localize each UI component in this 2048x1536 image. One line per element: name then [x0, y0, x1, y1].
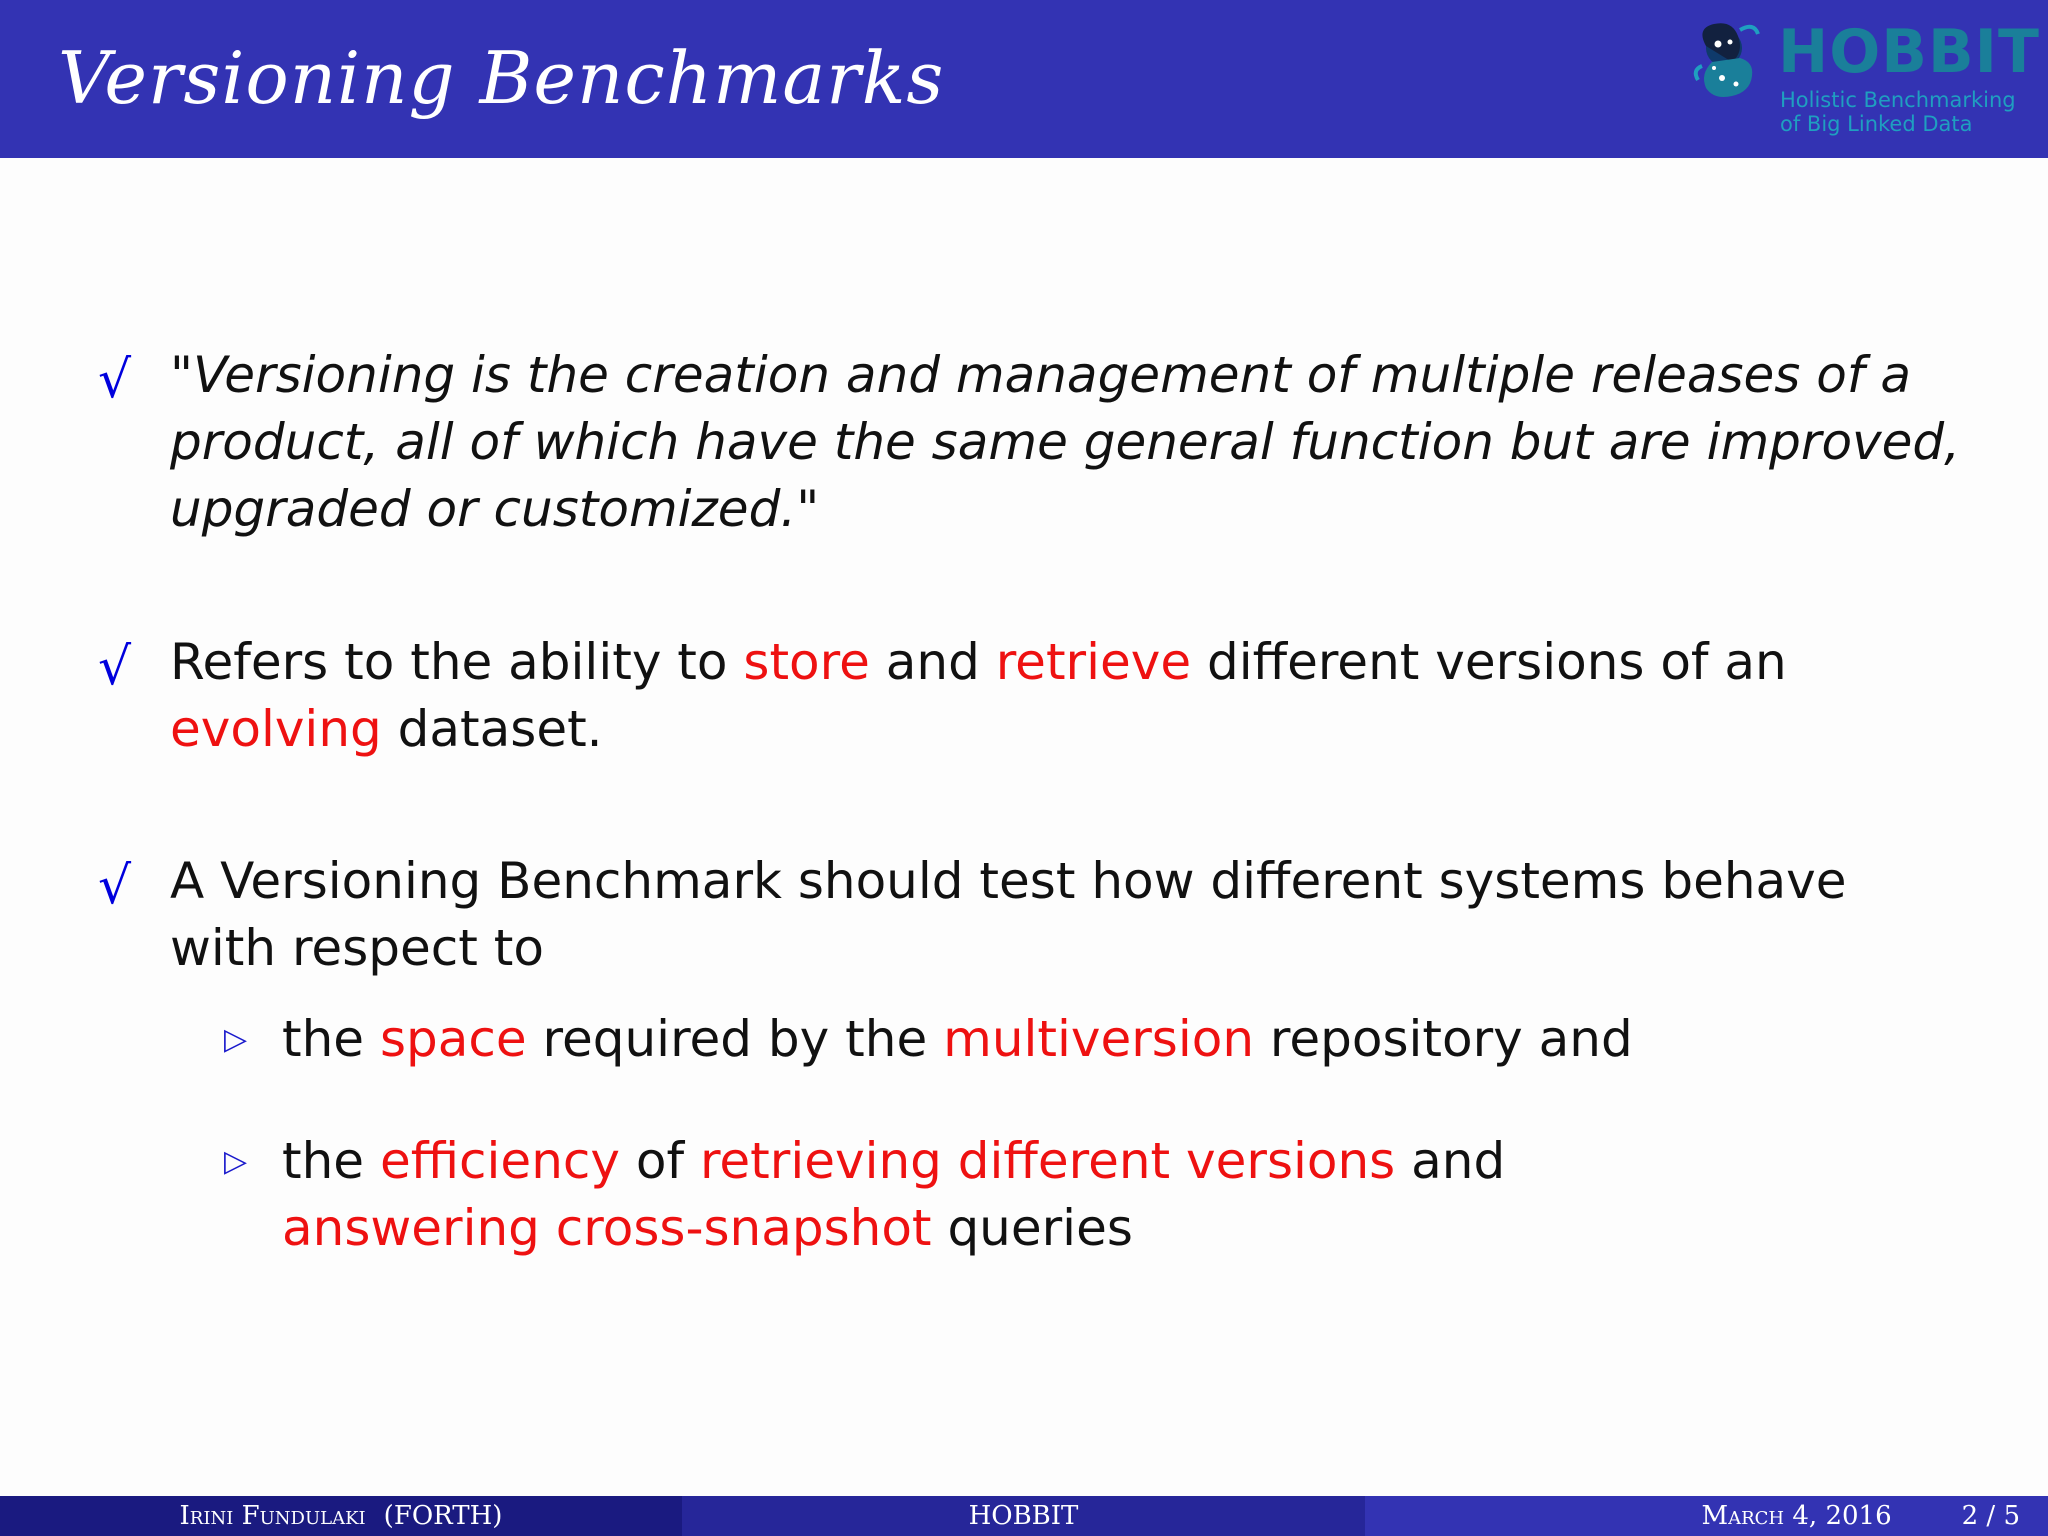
- triangle-bullet-icon: ▷: [224, 1144, 248, 1179]
- text-segment: queries: [931, 1199, 1133, 1257]
- footer-author-section: [0, 1496, 682, 1536]
- checkmark-icon: √: [98, 856, 132, 916]
- highlight-evolving: evolving: [170, 700, 382, 758]
- text-segment: and: [869, 633, 996, 691]
- text-segment: the: [282, 1010, 380, 1068]
- footer-affiliation: (FORTH): [383, 1501, 503, 1531]
- footer-date-section: [1365, 1496, 2048, 1536]
- text-segment: and: [1395, 1132, 1506, 1190]
- highlight-store: store: [743, 633, 870, 691]
- footer-date: March 4, 2016: [1701, 1501, 1892, 1531]
- title-bar: [0, 0, 2048, 158]
- sub-item-space: [224, 1006, 1742, 1073]
- checkmark-icon: √: [98, 350, 132, 410]
- highlight-answering-cross-snapshot: answering cross-snapshot: [282, 1199, 932, 1257]
- highlight-efficiency: efficiency: [379, 1132, 620, 1190]
- slide-title: Versioning Benchmarks: [58, 36, 945, 120]
- hobbit-logo: [1692, 17, 2040, 142]
- text-segment: required by the: [526, 1010, 944, 1068]
- bullet-item-ability: [98, 629, 1910, 763]
- bullet-item-definition-quote: [98, 342, 2010, 543]
- logo-tagline-line-2: of Big Linked Data: [1780, 112, 1973, 136]
- highlight-multiversion: multiversion: [943, 1010, 1255, 1068]
- text-segment: Refers to the ability to: [170, 633, 744, 691]
- highlight-retrieving-versions: retrieving different versions: [699, 1132, 1396, 1190]
- triangle-bullet-icon: ▷: [224, 1022, 248, 1057]
- highlight-retrieve: retrieve: [995, 633, 1192, 691]
- logo-tagline-line-1: Holistic Benchmarking: [1780, 88, 2016, 112]
- text-segment: of: [619, 1132, 700, 1190]
- text-segment: the: [282, 1132, 380, 1190]
- footer-title: HOBBIT: [968, 1501, 1079, 1531]
- logo-wordmark: HOBBIT: [1778, 17, 2040, 87]
- quote-text: "Versioning is the creation and management of multiple releases of a product, all of which have the same general function but are improved, upgraded or customized.": [170, 346, 1961, 538]
- checkmark-icon: √: [98, 637, 132, 697]
- text-segment: A Versioning Benchmark should test how different systems behave with respect to: [170, 852, 1847, 977]
- footer-bar: [0, 1496, 2048, 1536]
- bullet-item-benchmark-test: [98, 848, 1910, 982]
- hobbit-mascot-icon: [1692, 18, 1772, 102]
- text-segment: different versions of an: [1191, 633, 1787, 691]
- text-segment: dataset.: [381, 700, 603, 758]
- footer-title-section: [682, 1496, 1365, 1536]
- sub-item-efficiency: [224, 1128, 1742, 1262]
- highlight-space: space: [379, 1010, 527, 1068]
- footer-author: Irini Fundulaki: [179, 1501, 366, 1531]
- text-segment: repository and: [1254, 1010, 1633, 1068]
- page-number: 2 / 5: [1961, 1501, 2020, 1531]
